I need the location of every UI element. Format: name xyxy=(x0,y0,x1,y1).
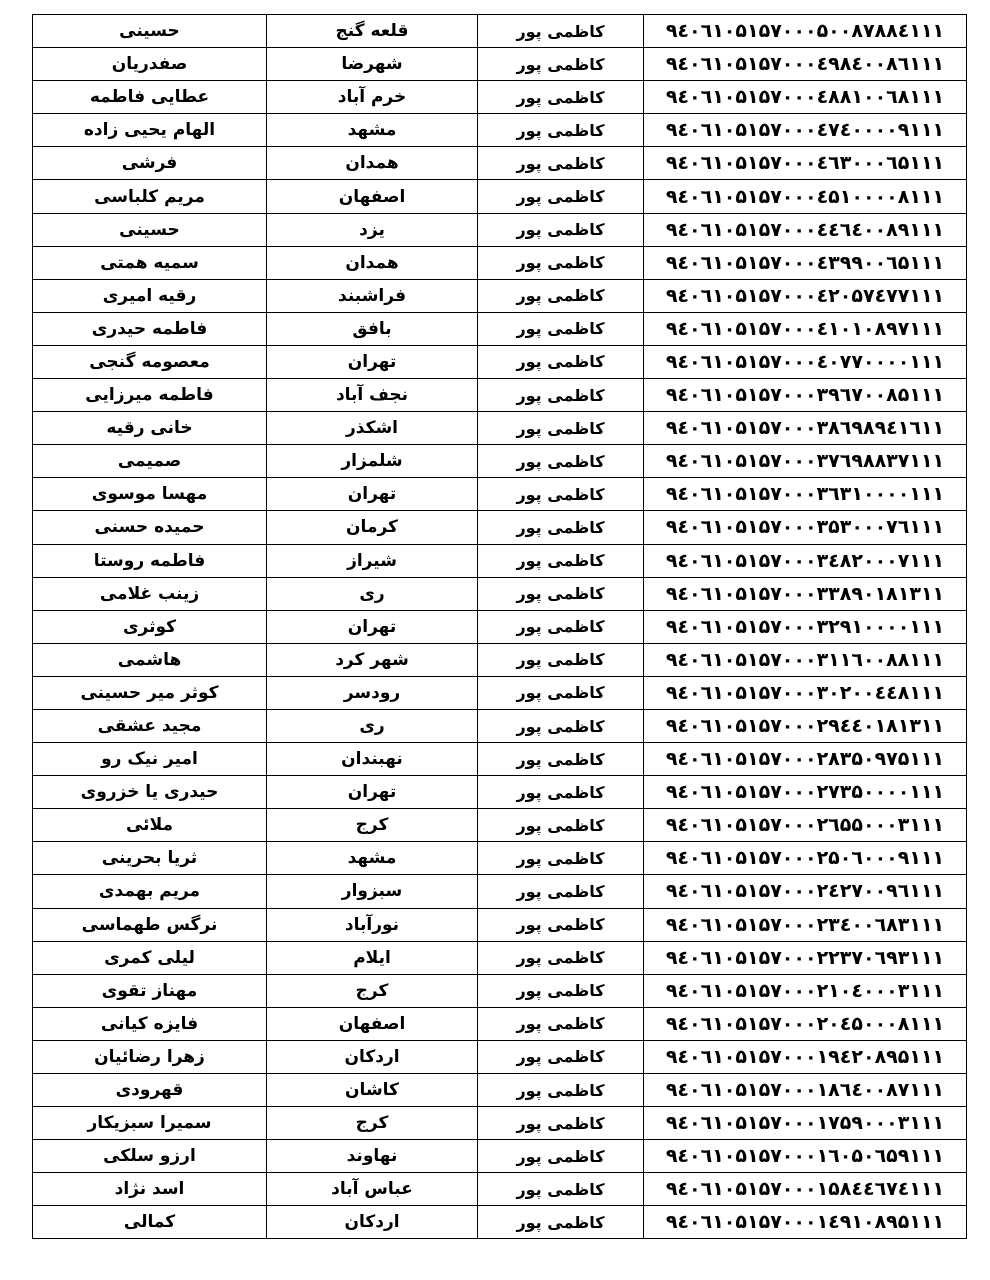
table-row xyxy=(33,15,967,48)
name-cell: ارزو سلکی xyxy=(33,1140,267,1173)
city-cell: اصفهان xyxy=(267,1007,478,1040)
table-row xyxy=(33,908,967,941)
name-cell: مریم بهمدی xyxy=(33,875,267,908)
surname-cell: کاظمی پور xyxy=(478,312,644,345)
name-cell: هاشمی xyxy=(33,643,267,676)
city-cell: تهران xyxy=(267,776,478,809)
table-row xyxy=(33,114,967,147)
surname-cell: کاظمی پور xyxy=(478,412,644,445)
surname-cell: کاظمی پور xyxy=(478,1007,644,1040)
code-cell: ۹٤۰٦۱۰۵۱۵۷۰۰۰۲۰٤۵۰۰۰۸۱۱۱ xyxy=(644,1007,967,1040)
table-row xyxy=(33,1074,967,1107)
surname-cell: کاظمی پور xyxy=(478,875,644,908)
name-cell: عطایی فاطمه xyxy=(33,81,267,114)
name-cell: مهناز تقوی xyxy=(33,974,267,1007)
city-cell: یزد xyxy=(267,213,478,246)
name-cell: ثریا بحرینی xyxy=(33,842,267,875)
name-cell: صمیمی xyxy=(33,445,267,478)
code-cell: ۹٤۰٦۱۰۵۱۵۷۰۰۰۳۳۸۹۰۱۸۱۳۱۱ xyxy=(644,577,967,610)
city-cell: قلعه گنج xyxy=(267,15,478,48)
table-row xyxy=(33,379,967,412)
surname-cell: کاظمی پور xyxy=(478,379,644,412)
code-cell: ۹٤۰٦۱۰۵۱۵۷۰۰۰٤۲۰۵۷٤۷۷۱۱۱ xyxy=(644,279,967,312)
surname-cell: کاظمی پور xyxy=(478,1173,644,1206)
name-cell: فاطمه روستا xyxy=(33,544,267,577)
city-cell: بافق xyxy=(267,312,478,345)
surname-cell: کاظمی پور xyxy=(478,180,644,213)
table-row xyxy=(33,643,967,676)
table-row xyxy=(33,445,967,478)
code-cell: ۹٤۰٦۱۰۵۱۵۷۰۰۰٤٤٦٤۰۰۸۹۱۱۱ xyxy=(644,213,967,246)
city-cell: شهرضا xyxy=(267,48,478,81)
name-cell: مریم کلباسی xyxy=(33,180,267,213)
city-cell: رودسر xyxy=(267,676,478,709)
city-cell: خرم آباد xyxy=(267,81,478,114)
surname-cell: کاظمی پور xyxy=(478,643,644,676)
city-cell: تهران xyxy=(267,610,478,643)
code-cell: ۹٤۰٦۱۰۵۱۵۷۰۰۰۳۱۱٦۰۰۸۸۱۱۱ xyxy=(644,643,967,676)
surname-cell: کاظمی پور xyxy=(478,1074,644,1107)
code-cell: ۹٤۰٦۱۰۵۱۵۷۰۰۰۳۹٦۷۰۰۸۵۱۱۱ xyxy=(644,379,967,412)
city-cell: کاشان xyxy=(267,1074,478,1107)
table-row xyxy=(33,213,967,246)
table-row xyxy=(33,345,967,378)
surname-cell: کاظمی پور xyxy=(478,809,644,842)
surname-cell: کاظمی پور xyxy=(478,15,644,48)
code-cell: ۹٤۰٦۱۰۵۱۵۷۰۰۰٤۵۱۰۰۰۰۸۱۱۱ xyxy=(644,180,967,213)
city-cell: نجف آباد xyxy=(267,379,478,412)
table-row xyxy=(33,412,967,445)
name-cell: اسد نژاد xyxy=(33,1173,267,1206)
table-row xyxy=(33,180,967,213)
city-cell: اصفهان xyxy=(267,180,478,213)
code-cell: ۹٤۰٦۱۰۵۱۵۷۰۰۰٤۸۸۱۰۰٦۸۱۱۱ xyxy=(644,81,967,114)
surname-cell: کاظمی پور xyxy=(478,246,644,279)
table-row xyxy=(33,941,967,974)
surname-cell: کاظمی پور xyxy=(478,147,644,180)
document-page xyxy=(32,14,962,1239)
city-cell: کرج xyxy=(267,1107,478,1140)
city-cell: فراشبند xyxy=(267,279,478,312)
surname-cell: کاظمی پور xyxy=(478,279,644,312)
surname-cell: کاظمی پور xyxy=(478,941,644,974)
city-cell: ری xyxy=(267,577,478,610)
table-row xyxy=(33,809,967,842)
name-cell: کوثری xyxy=(33,610,267,643)
city-cell: کرج xyxy=(267,974,478,1007)
city-cell: نهبندان xyxy=(267,743,478,776)
name-cell: سمیرا سبزیکار xyxy=(33,1107,267,1140)
code-cell: ۹٤۰٦۱۰۵۱۵۷۰۰۰۳۵۳۰۰۰۷٦۱۱۱ xyxy=(644,511,967,544)
code-cell: ۹٤۰٦۱۰۵۱۵۷۰۰۰۲۳٤۰۰٦۸۳۱۱۱ xyxy=(644,908,967,941)
city-cell: شهر کرد xyxy=(267,643,478,676)
surname-cell: کاظمی پور xyxy=(478,213,644,246)
name-cell: زهرا رضائیان xyxy=(33,1040,267,1073)
code-cell: ۹٤۰٦۱۰۵۱۵۷۰۰۰۲٤۲۷۰۰۹٦۱۱۱ xyxy=(644,875,967,908)
name-cell: خانی رقیه xyxy=(33,412,267,445)
code-cell: ۹٤۰٦۱۰۵۱۵۷۰۰۰٤۱۰۱۰۸۹۷۱۱۱ xyxy=(644,312,967,345)
name-cell: کوثر میر حسینی xyxy=(33,676,267,709)
code-cell: ۹٤۰٦۱۰۵۱۵۷۰۰۰۲۲۳۷۰٦۹۳۱۱۱ xyxy=(644,941,967,974)
surname-cell: کاظمی پور xyxy=(478,676,644,709)
name-cell: لیلی کمری xyxy=(33,941,267,974)
name-cell: زینب غلامی xyxy=(33,577,267,610)
name-cell: سمیه همتی xyxy=(33,246,267,279)
city-cell: اردکان xyxy=(267,1040,478,1073)
surname-cell: کاظمی پور xyxy=(478,1140,644,1173)
code-cell: ۹٤۰٦۱۰۵۱۵۷۰۰۰۱۵۸٤٤٦۷٤۱۱۱ xyxy=(644,1173,967,1206)
table-row xyxy=(33,842,967,875)
city-cell: نورآباد xyxy=(267,908,478,941)
surname-cell: کاظمی پور xyxy=(478,842,644,875)
surname-cell: کاظمی پور xyxy=(478,577,644,610)
code-cell: ۹٤۰٦۱۰۵۱۵۷۰۰۰۳۷٦۹۸۸۳۷۱۱۱ xyxy=(644,445,967,478)
table-row xyxy=(33,48,967,81)
name-cell: حیدری یا خزروی xyxy=(33,776,267,809)
code-cell: ۹٤۰٦۱۰۵۱۵۷۰۰۰٤۹۸٤۰۰۸٦۱۱۱ xyxy=(644,48,967,81)
name-cell: کمالی xyxy=(33,1206,267,1239)
surname-cell: کاظمی پور xyxy=(478,81,644,114)
surname-cell: کاظمی پور xyxy=(478,610,644,643)
surname-cell: کاظمی پور xyxy=(478,511,644,544)
table-row xyxy=(33,1206,967,1239)
name-cell: ملائی xyxy=(33,809,267,842)
name-cell: فاطمه میرزایی xyxy=(33,379,267,412)
table-row xyxy=(33,246,967,279)
code-cell: ۹٤۰٦۱۰۵۱۵۷۰۰۰۲٦۵۵۰۰۰۳۱۱۱ xyxy=(644,809,967,842)
name-cell: حمیده حسنی xyxy=(33,511,267,544)
code-cell: ۹٤۰٦۱۰۵۱۵۷۰۰۰٤٦۳۰۰۰٦۵۱۱۱ xyxy=(644,147,967,180)
table-row xyxy=(33,610,967,643)
table-row xyxy=(33,875,967,908)
city-cell: عباس آباد xyxy=(267,1173,478,1206)
name-cell: مهسا موسوی xyxy=(33,478,267,511)
surname-cell: کاظمی پور xyxy=(478,743,644,776)
surname-cell: کاظمی پور xyxy=(478,1206,644,1239)
table-row xyxy=(33,312,967,345)
city-cell: نهاوند xyxy=(267,1140,478,1173)
table-row xyxy=(33,974,967,1007)
city-cell: تهران xyxy=(267,478,478,511)
table-row xyxy=(33,1173,967,1206)
surname-cell: کاظمی پور xyxy=(478,48,644,81)
surname-cell: کاظمی پور xyxy=(478,776,644,809)
table-row xyxy=(33,1040,967,1073)
code-cell: ۹٤۰٦۱۰۵۱۵۷۰۰۰۲۷۳۵۰۰۰۰۱۱۱ xyxy=(644,776,967,809)
surname-cell: کاظمی پور xyxy=(478,908,644,941)
name-cell: نرگس طهماسی xyxy=(33,908,267,941)
name-cell: امیر نیک رو xyxy=(33,743,267,776)
surname-cell: کاظمی پور xyxy=(478,709,644,742)
table-row xyxy=(33,1007,967,1040)
city-cell: همدان xyxy=(267,147,478,180)
city-cell: کرمان xyxy=(267,511,478,544)
surname-cell: کاظمی پور xyxy=(478,544,644,577)
name-cell: معصومه گنجی xyxy=(33,345,267,378)
table-row xyxy=(33,147,967,180)
code-cell: ۹٤۰٦۱۰۵۱۵۷۰۰۰۳٤۸۲۰۰۰۷۱۱۱ xyxy=(644,544,967,577)
name-cell: فرشی xyxy=(33,147,267,180)
city-cell: اردکان xyxy=(267,1206,478,1239)
city-cell: سبزوار xyxy=(267,875,478,908)
city-cell: اشکذر xyxy=(267,412,478,445)
table-row xyxy=(33,544,967,577)
city-cell: ایلام xyxy=(267,941,478,974)
code-cell: ۹٤۰٦۱۰۵۱۵۷۰۰۰۲۸۳۵۰۹۷۵۱۱۱ xyxy=(644,743,967,776)
surname-cell: کاظمی پور xyxy=(478,345,644,378)
surname-cell: کاظمی پور xyxy=(478,114,644,147)
table-row xyxy=(33,776,967,809)
table-row xyxy=(33,81,967,114)
code-cell: ۹٤۰٦۱۰۵۱۵۷۰۰۰۱۹٤۲۰۸۹۵۱۱۱ xyxy=(644,1040,967,1073)
surname-cell: کاظمی پور xyxy=(478,1107,644,1140)
table-row xyxy=(33,676,967,709)
table-row xyxy=(33,511,967,544)
code-cell: ۹٤۰٦۱۰۵۱۵۷۰۰۰۱٦۰۵۰٦۵۹۱۱۱ xyxy=(644,1140,967,1173)
surname-cell: کاظمی پور xyxy=(478,974,644,1007)
surname-cell: کاظمی پور xyxy=(478,1040,644,1073)
city-cell: شیراز xyxy=(267,544,478,577)
code-cell: ۹٤۰٦۱۰۵۱۵۷۰۰۰۲۵۰٦۰۰۰۹۱۱۱ xyxy=(644,842,967,875)
city-cell: مشهد xyxy=(267,114,478,147)
name-cell: رقیه امیری xyxy=(33,279,267,312)
code-cell: ۹٤۰٦۱۰۵۱۵۷۰۰۰۵۰۰۸۷۸۸٤۱۱۱ xyxy=(644,15,967,48)
table-row xyxy=(33,1140,967,1173)
code-cell: ۹٤۰٦۱۰۵۱۵۷۰۰۰۲۱۰٤۰۰۰۳۱۱۱ xyxy=(644,974,967,1007)
city-cell: ری xyxy=(267,709,478,742)
city-cell: کرج xyxy=(267,809,478,842)
table-row xyxy=(33,709,967,742)
code-cell: ۹٤۰٦۱۰۵۱۵۷۰۰۰٤۰۷۷۰۰۰۰۱۱۱ xyxy=(644,345,967,378)
code-cell: ۹٤۰٦۱۰۵۱۵۷۰۰۰۳۸٦۹۸۹٤۱٦۱۱ xyxy=(644,412,967,445)
surname-cell: کاظمی پور xyxy=(478,445,644,478)
surname-cell: کاظمی پور xyxy=(478,478,644,511)
name-cell: مجید عشقی xyxy=(33,709,267,742)
name-cell: حسینی xyxy=(33,15,267,48)
name-cell: الهام یحیی زاده xyxy=(33,114,267,147)
name-cell: فایزه کیانی xyxy=(33,1007,267,1040)
table-row xyxy=(33,577,967,610)
city-cell: همدان xyxy=(267,246,478,279)
records-table xyxy=(32,14,967,1239)
name-cell: حسینی xyxy=(33,213,267,246)
table-row xyxy=(33,279,967,312)
records-table-body xyxy=(33,15,967,1239)
code-cell: ۹٤۰٦۱۰۵۱۵۷۰۰۰٤۷٤۰۰۰۰۹۱۱۱ xyxy=(644,114,967,147)
code-cell: ۹٤۰٦۱۰۵۱۵۷۰۰۰۱۸٦٤۰۰۸۷۱۱۱ xyxy=(644,1074,967,1107)
table-row xyxy=(33,478,967,511)
code-cell: ۹٤۰٦۱۰۵۱۵۷۰۰۰۱٤۹۱۰۸۹۵۱۱۱ xyxy=(644,1206,967,1239)
name-cell: فاطمه حیدری xyxy=(33,312,267,345)
city-cell: مشهد xyxy=(267,842,478,875)
name-cell: صفدریان xyxy=(33,48,267,81)
code-cell: ۹٤۰٦۱۰۵۱۵۷۰۰۰٤۳۹۹۰۰٦۵۱۱۱ xyxy=(644,246,967,279)
city-cell: شلمزار xyxy=(267,445,478,478)
code-cell: ۹٤۰٦۱۰۵۱۵۷۰۰۰۱۷۵۹۰۰۰۳۱۱۱ xyxy=(644,1107,967,1140)
name-cell: قهرودی xyxy=(33,1074,267,1107)
table-row xyxy=(33,743,967,776)
code-cell: ۹٤۰٦۱۰۵۱۵۷۰۰۰۳۲۹۱۰۰۰۰۱۱۱ xyxy=(644,610,967,643)
city-cell: تهران xyxy=(267,345,478,378)
table-row xyxy=(33,1107,967,1140)
code-cell: ۹٤۰٦۱۰۵۱۵۷۰۰۰۳۰۲۰۰٤٤۸۱۱۱ xyxy=(644,676,967,709)
code-cell: ۹٤۰٦۱۰۵۱۵۷۰۰۰۳٦۳۱۰۰۰۰۱۱۱ xyxy=(644,478,967,511)
code-cell: ۹٤۰٦۱۰۵۱۵۷۰۰۰۲۹٤٤۰۱۸۱۳۱۱ xyxy=(644,709,967,742)
